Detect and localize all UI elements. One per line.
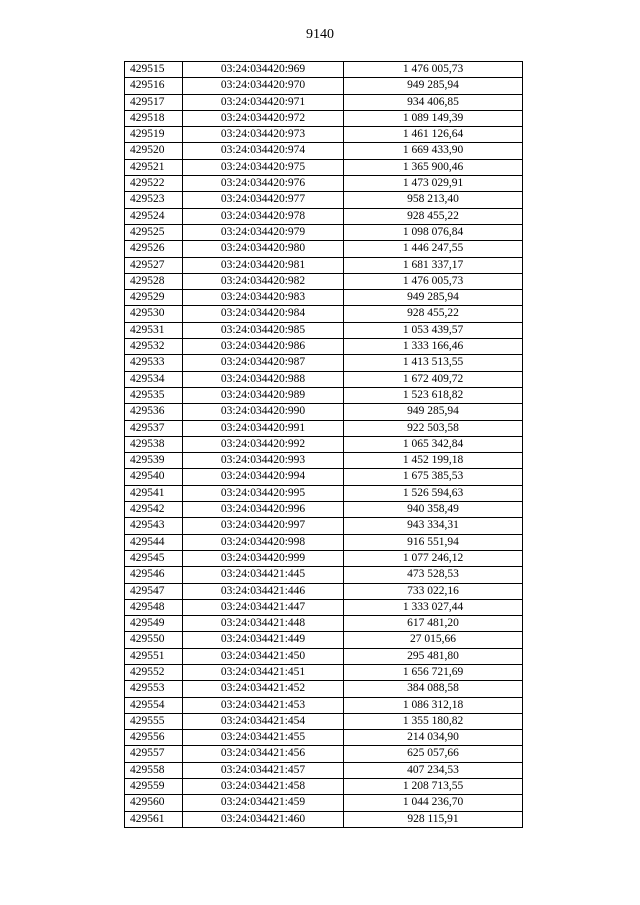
- row-number-cell: 429541: [125, 485, 183, 501]
- cadastral-number-cell: 03:24:034420:986: [183, 339, 344, 355]
- cadastral-number-cell: 03:24:034420:980: [183, 241, 344, 257]
- cadastral-number-cell: 03:24:034420:989: [183, 387, 344, 403]
- cadastral-number-cell: 03:24:034420:969: [183, 62, 344, 78]
- value-cell: 1 333 166,46: [344, 339, 523, 355]
- row-number-cell: 429518: [125, 110, 183, 126]
- row-number-cell: 429526: [125, 241, 183, 257]
- table-row: [125, 811, 523, 827]
- cadastral-number-cell: 03:24:034421:448: [183, 616, 344, 632]
- row-number-cell: 429545: [125, 550, 183, 566]
- table-row: [125, 404, 523, 420]
- cadastral-number-cell: 03:24:034421:445: [183, 567, 344, 583]
- row-number-cell: 429528: [125, 273, 183, 289]
- table-row: [125, 110, 523, 126]
- table-row: [125, 469, 523, 485]
- table-row: [125, 159, 523, 175]
- table-row: [125, 387, 523, 403]
- row-number-cell: 429559: [125, 779, 183, 795]
- row-number-cell: 429561: [125, 811, 183, 827]
- value-cell: 1 053 439,57: [344, 322, 523, 338]
- cadastral-number-cell: 03:24:034420:990: [183, 404, 344, 420]
- row-number-cell: 429525: [125, 224, 183, 240]
- table-row: [125, 176, 523, 192]
- value-cell: 214 034,90: [344, 730, 523, 746]
- table-row: [125, 306, 523, 322]
- cadastral-number-cell: 03:24:034420:976: [183, 176, 344, 192]
- table-row: [125, 502, 523, 518]
- cadastral-number-cell: 03:24:034421:449: [183, 632, 344, 648]
- cadastral-number-cell: 03:24:034420:995: [183, 485, 344, 501]
- cadastral-number-cell: 03:24:034420:985: [183, 322, 344, 338]
- value-cell: 958 213,40: [344, 192, 523, 208]
- cadastral-number-cell: 03:24:034421:453: [183, 697, 344, 713]
- value-cell: 934 406,85: [344, 94, 523, 110]
- table-row: [125, 208, 523, 224]
- row-number-cell: 429523: [125, 192, 183, 208]
- value-cell: 1 044 236,70: [344, 795, 523, 811]
- cadastral-number-cell: 03:24:034420:971: [183, 94, 344, 110]
- cadastral-number-cell: 03:24:034420:979: [183, 224, 344, 240]
- table-row: [125, 78, 523, 94]
- cadastral-number-cell: 03:24:034420:988: [183, 371, 344, 387]
- cadastral-number-cell: 03:24:034420:987: [183, 355, 344, 371]
- table-row: [125, 420, 523, 436]
- value-cell: 949 285,94: [344, 290, 523, 306]
- value-cell: 1 365 900,46: [344, 159, 523, 175]
- value-cell: 617 481,20: [344, 616, 523, 632]
- table-row: [125, 697, 523, 713]
- cadastral-number-cell: 03:24:034420:973: [183, 127, 344, 143]
- row-number-cell: 429560: [125, 795, 183, 811]
- value-cell: 295 481,80: [344, 648, 523, 664]
- cadastral-number-cell: 03:24:034421:447: [183, 599, 344, 615]
- row-number-cell: 429555: [125, 713, 183, 729]
- row-number-cell: 429532: [125, 339, 183, 355]
- row-number-cell: 429549: [125, 616, 183, 632]
- value-cell: 1 461 126,64: [344, 127, 523, 143]
- value-cell: 473 528,53: [344, 567, 523, 583]
- value-cell: 943 334,31: [344, 518, 523, 534]
- cadastral-number-cell: 03:24:034420:977: [183, 192, 344, 208]
- row-number-cell: 429535: [125, 387, 183, 403]
- value-cell: 625 057,66: [344, 746, 523, 762]
- row-number-cell: 429516: [125, 78, 183, 94]
- cadastral-number-cell: 03:24:034421:454: [183, 713, 344, 729]
- table-row: [125, 664, 523, 680]
- table-row: [125, 290, 523, 306]
- row-number-cell: 429521: [125, 159, 183, 175]
- row-number-cell: 429550: [125, 632, 183, 648]
- cadastral-number-cell: 03:24:034420:999: [183, 550, 344, 566]
- cadastral-number-cell: 03:24:034420:992: [183, 436, 344, 452]
- table-row: [125, 94, 523, 110]
- row-number-cell: 429546: [125, 567, 183, 583]
- cadastral-number-cell: 03:24:034420:974: [183, 143, 344, 159]
- row-number-cell: 429551: [125, 648, 183, 664]
- value-cell: 1 065 342,84: [344, 436, 523, 452]
- table-row: [125, 143, 523, 159]
- table-row: [125, 192, 523, 208]
- cadastral-number-cell: 03:24:034421:458: [183, 779, 344, 795]
- row-number-cell: 429531: [125, 322, 183, 338]
- row-number-cell: 429547: [125, 583, 183, 599]
- value-cell: 916 551,94: [344, 534, 523, 550]
- value-cell: 922 503,58: [344, 420, 523, 436]
- table-row: [125, 339, 523, 355]
- value-cell: 1 656 721,69: [344, 664, 523, 680]
- cadastral-number-cell: 03:24:034420:975: [183, 159, 344, 175]
- table-row: [125, 730, 523, 746]
- value-cell: 407 234,53: [344, 762, 523, 778]
- row-number-cell: 429544: [125, 534, 183, 550]
- row-number-cell: 429522: [125, 176, 183, 192]
- row-number-cell: 429542: [125, 502, 183, 518]
- cadastral-number-cell: 03:24:034421:456: [183, 746, 344, 762]
- value-cell: 1 333 027,44: [344, 599, 523, 615]
- value-cell: 1 476 005,73: [344, 62, 523, 78]
- cadastral-number-cell: 03:24:034420:991: [183, 420, 344, 436]
- value-cell: 1 208 713,55: [344, 779, 523, 795]
- table-row: [125, 224, 523, 240]
- row-number-cell: 429554: [125, 697, 183, 713]
- cadastral-number-cell: 03:24:034421:446: [183, 583, 344, 599]
- table-row: [125, 550, 523, 566]
- value-cell: 1 476 005,73: [344, 273, 523, 289]
- table-row: [125, 371, 523, 387]
- value-cell: 1 675 385,53: [344, 469, 523, 485]
- row-number-cell: 429557: [125, 746, 183, 762]
- value-cell: 1 355 180,82: [344, 713, 523, 729]
- table-row: [125, 713, 523, 729]
- cadastral-number-cell: 03:24:034420:996: [183, 502, 344, 518]
- row-number-cell: 429519: [125, 127, 183, 143]
- row-number-cell: 429517: [125, 94, 183, 110]
- value-cell: 1 086 312,18: [344, 697, 523, 713]
- cadastral-number-cell: 03:24:034420:972: [183, 110, 344, 126]
- value-cell: 1 452 199,18: [344, 453, 523, 469]
- cadastral-number-cell: 03:24:034420:993: [183, 453, 344, 469]
- value-cell: 928 455,22: [344, 208, 523, 224]
- table-row: [125, 746, 523, 762]
- cadastral-number-cell: 03:24:034421:452: [183, 681, 344, 697]
- value-cell: 1 681 337,17: [344, 257, 523, 273]
- value-cell: 1 413 513,55: [344, 355, 523, 371]
- cadastral-number-cell: 03:24:034420:970: [183, 78, 344, 94]
- value-cell: 1 446 247,55: [344, 241, 523, 257]
- value-cell: 940 358,49: [344, 502, 523, 518]
- row-number-cell: 429515: [125, 62, 183, 78]
- cadastral-number-cell: 03:24:034421:457: [183, 762, 344, 778]
- value-cell: 1 473 029,91: [344, 176, 523, 192]
- row-number-cell: 429527: [125, 257, 183, 273]
- row-number-cell: 429529: [125, 290, 183, 306]
- value-cell: 733 022,16: [344, 583, 523, 599]
- table-row: [125, 616, 523, 632]
- row-number-cell: 429520: [125, 143, 183, 159]
- value-cell: 1 523 618,82: [344, 387, 523, 403]
- cadastral-number-cell: 03:24:034420:983: [183, 290, 344, 306]
- table-row: [125, 795, 523, 811]
- value-cell: 1 098 076,84: [344, 224, 523, 240]
- table-row: [125, 632, 523, 648]
- value-cell: 384 088,58: [344, 681, 523, 697]
- row-number-cell: 429543: [125, 518, 183, 534]
- table-row: [125, 599, 523, 615]
- row-number-cell: 429524: [125, 208, 183, 224]
- cadastral-value-table: [124, 61, 523, 828]
- cadastral-number-cell: 03:24:034421:450: [183, 648, 344, 664]
- table-row: [125, 681, 523, 697]
- value-cell: 1 672 409,72: [344, 371, 523, 387]
- row-number-cell: 429533: [125, 355, 183, 371]
- value-cell: 928 455,22: [344, 306, 523, 322]
- row-number-cell: 429548: [125, 599, 183, 615]
- cadastral-number-cell: 03:24:034420:981: [183, 257, 344, 273]
- table-row: [125, 257, 523, 273]
- row-number-cell: 429534: [125, 371, 183, 387]
- table-row: [125, 485, 523, 501]
- cadastral-number-cell: 03:24:034420:982: [183, 273, 344, 289]
- row-number-cell: 429536: [125, 404, 183, 420]
- row-number-cell: 429553: [125, 681, 183, 697]
- value-cell: 949 285,94: [344, 78, 523, 94]
- value-cell: 1 089 149,39: [344, 110, 523, 126]
- cadastral-number-cell: 03:24:034421:460: [183, 811, 344, 827]
- table-row: [125, 273, 523, 289]
- row-number-cell: 429540: [125, 469, 183, 485]
- table-row: [125, 453, 523, 469]
- cadastral-number-cell: 03:24:034420:984: [183, 306, 344, 322]
- row-number-cell: 429556: [125, 730, 183, 746]
- cadastral-number-cell: 03:24:034421:451: [183, 664, 344, 680]
- table-row: [125, 567, 523, 583]
- table-body: [125, 62, 523, 828]
- cadastral-number-cell: 03:24:034420:994: [183, 469, 344, 485]
- table-row: [125, 436, 523, 452]
- cadastral-number-cell: 03:24:034420:997: [183, 518, 344, 534]
- value-cell: 1 526 594,63: [344, 485, 523, 501]
- table-row: [125, 355, 523, 371]
- value-cell: 928 115,91: [344, 811, 523, 827]
- table-row: [125, 762, 523, 778]
- table-row: [125, 534, 523, 550]
- table-row: [125, 648, 523, 664]
- cadastral-number-cell: 03:24:034420:978: [183, 208, 344, 224]
- table-row: [125, 62, 523, 78]
- table-row: [125, 518, 523, 534]
- row-number-cell: 429539: [125, 453, 183, 469]
- table-row: [125, 241, 523, 257]
- cadastral-number-cell: 03:24:034421:459: [183, 795, 344, 811]
- value-cell: 949 285,94: [344, 404, 523, 420]
- value-cell: 1 077 246,12: [344, 550, 523, 566]
- table-row: [125, 779, 523, 795]
- cadastral-number-cell: 03:24:034420:998: [183, 534, 344, 550]
- row-number-cell: 429530: [125, 306, 183, 322]
- page-number: 9140: [306, 27, 334, 42]
- cadastral-number-cell: 03:24:034421:455: [183, 730, 344, 746]
- row-number-cell: 429558: [125, 762, 183, 778]
- row-number-cell: 429537: [125, 420, 183, 436]
- table-row: [125, 322, 523, 338]
- table-row: [125, 583, 523, 599]
- value-cell: 1 669 433,90: [344, 143, 523, 159]
- row-number-cell: 429538: [125, 436, 183, 452]
- row-number-cell: 429552: [125, 664, 183, 680]
- value-cell: 27 015,66: [344, 632, 523, 648]
- table-row: [125, 127, 523, 143]
